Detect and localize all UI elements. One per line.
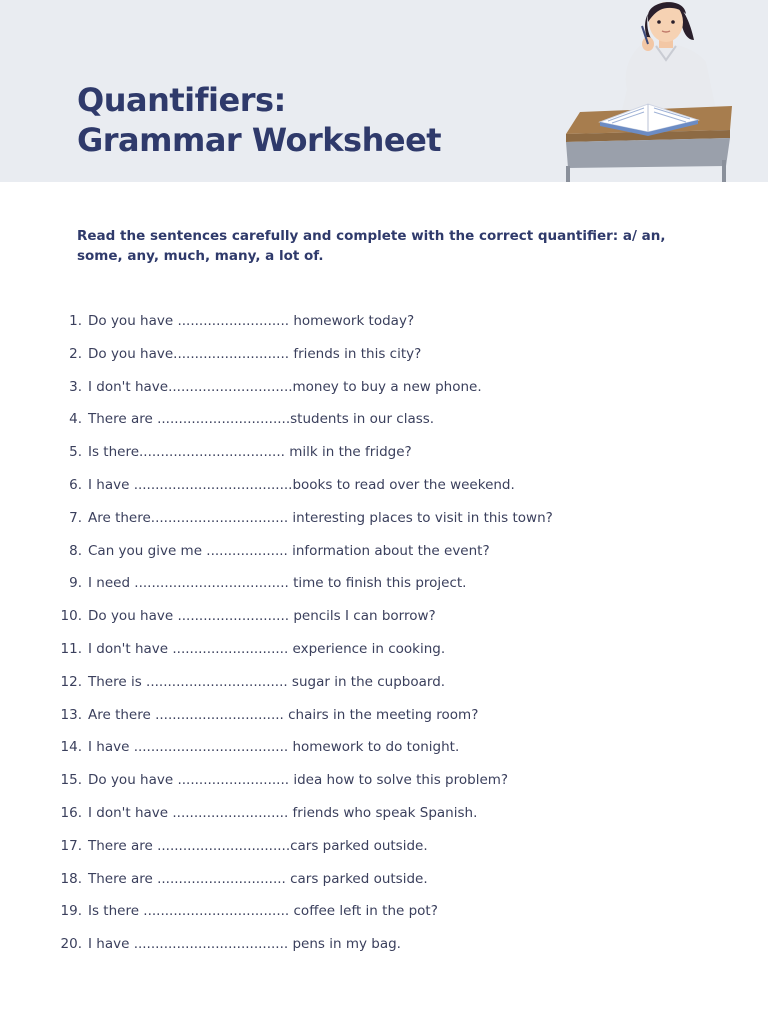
student-at-desk-illustration (556, 0, 746, 182)
header-banner (0, 0, 768, 182)
question-number: 15. (60, 772, 82, 789)
question-item (0, 311, 768, 344)
question-text: I don't have ........................... experience in cooking. (88, 640, 446, 657)
question-item (0, 409, 768, 442)
question-text: I don't have ........................... friends who speak Spanish. (88, 804, 478, 821)
question-text: Are there .............................. chairs in the meeting room? (88, 706, 479, 723)
question-number: 4. (69, 411, 82, 428)
question-number: 1. (69, 313, 82, 329)
question-number: 7. (69, 509, 82, 526)
question-text: Do you have .......................... homework today? (88, 313, 415, 329)
title-line-1: Quantifiers: (77, 81, 286, 119)
question-item (0, 770, 768, 803)
question-item (0, 869, 768, 902)
question-item (0, 606, 768, 639)
question-item (0, 672, 768, 705)
question-text: Is there .................................. coffee left in the pot? (88, 903, 438, 920)
question-item (0, 901, 768, 934)
page-title (77, 80, 441, 160)
question-text: Do you have........................... friends in this city? (88, 345, 422, 362)
question-number: 5. (69, 444, 82, 461)
question-item (0, 639, 768, 672)
question-number: 17. (60, 837, 82, 854)
question-item (0, 541, 768, 574)
question-number: 6. (69, 476, 82, 493)
question-text: There are ...............................students in our class. (88, 411, 435, 428)
question-number: 20. (60, 936, 82, 953)
question-item (0, 934, 768, 967)
question-text: I have .................................... pens in my bag. (88, 936, 401, 953)
question-number: 11. (60, 640, 82, 657)
question-item (0, 344, 768, 377)
question-number: 10. (60, 608, 82, 625)
question-text: I need .................................... time to finish this project. (88, 575, 467, 592)
question-text: There are .............................. cars parked outside. (88, 870, 428, 887)
question-number: 14. (60, 739, 82, 756)
question-number: 9. (69, 575, 82, 592)
question-text: Do you have .......................... pencils I can borrow? (88, 608, 436, 625)
question-number: 13. (60, 706, 82, 723)
question-item (0, 737, 768, 770)
instructions-text: Read the sentences carefully and complete with the correct quantifier: a/ an, some, any, much, many, a lot of. (77, 228, 666, 264)
question-text: There are ...............................cars parked outside. (88, 837, 428, 854)
question-item (0, 803, 768, 836)
question-item (0, 836, 768, 869)
question-item (0, 705, 768, 738)
question-text: There is ................................. sugar in the cupboard. (88, 673, 446, 690)
question-text: Is there.................................. milk in the fridge? (88, 444, 412, 461)
question-item (0, 475, 768, 508)
question-number: 3. (69, 378, 82, 395)
question-text: Do you have .......................... idea how to solve this problem? (88, 772, 509, 789)
question-item (0, 573, 768, 606)
question-number: 16. (60, 804, 82, 821)
title-line-2: Grammar Worksheet (77, 121, 442, 159)
question-number: 18. (60, 870, 82, 887)
question-text: I have .....................................books to read over the weekend. (88, 476, 515, 493)
question-number: 8. (69, 542, 82, 559)
question-number: 12. (60, 673, 82, 690)
question-number: 19. (60, 903, 82, 920)
question-item (0, 508, 768, 541)
questions-list (0, 311, 768, 967)
question-number: 2. (69, 345, 82, 362)
question-text: I have .................................... homework to do tonight. (88, 739, 460, 756)
question-text: Are there................................ interesting places to visit in this town? (88, 509, 553, 526)
question-item (0, 442, 768, 475)
question-item (0, 377, 768, 410)
question-text: I don't have.............................money to buy a new phone. (88, 378, 482, 395)
question-text: Can you give me ................... information about the event? (88, 542, 490, 559)
